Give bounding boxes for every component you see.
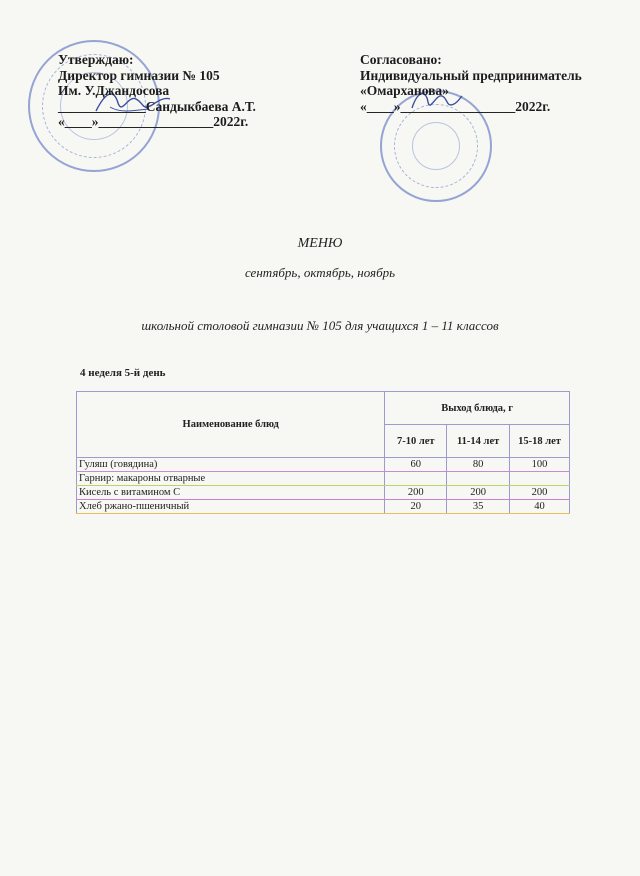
approval-block-entrepreneur	[360, 52, 582, 114]
table-row	[77, 500, 570, 514]
column-header-dish-name: Наименование блюд	[77, 392, 385, 458]
agreed-heading: Согласовано:	[360, 52, 442, 67]
table-row	[77, 458, 570, 472]
approval-heading: Утверждаю:	[58, 52, 134, 67]
entrepreneur-title: Индивидуальный предприниматель	[360, 67, 582, 83]
approval-date-line: «____»_________________2022г.	[58, 114, 249, 129]
output-age-2	[447, 472, 510, 486]
week-day-label: 4 неделя 5-й день	[80, 367, 166, 379]
output-age-3	[510, 472, 570, 486]
output-age-1: 200	[385, 486, 447, 500]
output-age-2: 200	[447, 486, 510, 500]
output-age-1	[385, 472, 447, 486]
dish-name: Гуляш (говядина)	[77, 458, 385, 472]
director-title: Директор гимназии № 105	[58, 67, 220, 83]
output-age-2: 35	[447, 500, 510, 514]
dish-name: Гарнир: макароны отварные	[77, 472, 385, 486]
table-header-row	[77, 392, 570, 425]
output-age-1: 60	[385, 458, 447, 472]
table-row	[77, 472, 570, 486]
output-age-3: 40	[510, 500, 570, 514]
menu-subtitle: школьной столовой гимназии № 105 для учащихся 1 – 11 классов	[141, 318, 499, 333]
output-age-2: 80	[447, 458, 510, 472]
column-header-output: Выход блюда, г	[385, 392, 570, 425]
dish-name: Кисель с витамином С	[77, 486, 385, 500]
column-header-age-2: 11-14 лет	[447, 425, 510, 458]
entrepreneur-name: «Омарханова»	[360, 83, 449, 98]
column-header-age-1: 7-10 лет	[385, 425, 447, 458]
page-title: МЕНЮ	[297, 236, 343, 251]
agreed-date-line: «____»_________________2022г.	[360, 98, 551, 114]
director-signature-line: _____________Сандыкбаева А.Т.	[58, 98, 256, 114]
approval-block-director	[58, 52, 256, 130]
table-row	[77, 486, 570, 500]
menu-table	[76, 391, 570, 514]
menu-months: сентябрь, октябрь, ноябрь	[244, 265, 396, 280]
column-header-age-3: 15-18 лет	[510, 425, 570, 458]
school-name: Им. У.Джандосова	[58, 83, 170, 98]
output-age-3: 200	[510, 486, 570, 500]
dish-name: Хлеб ржано-пшеничный	[77, 500, 385, 514]
output-age-1: 20	[385, 500, 447, 514]
output-age-3: 100	[510, 458, 570, 472]
